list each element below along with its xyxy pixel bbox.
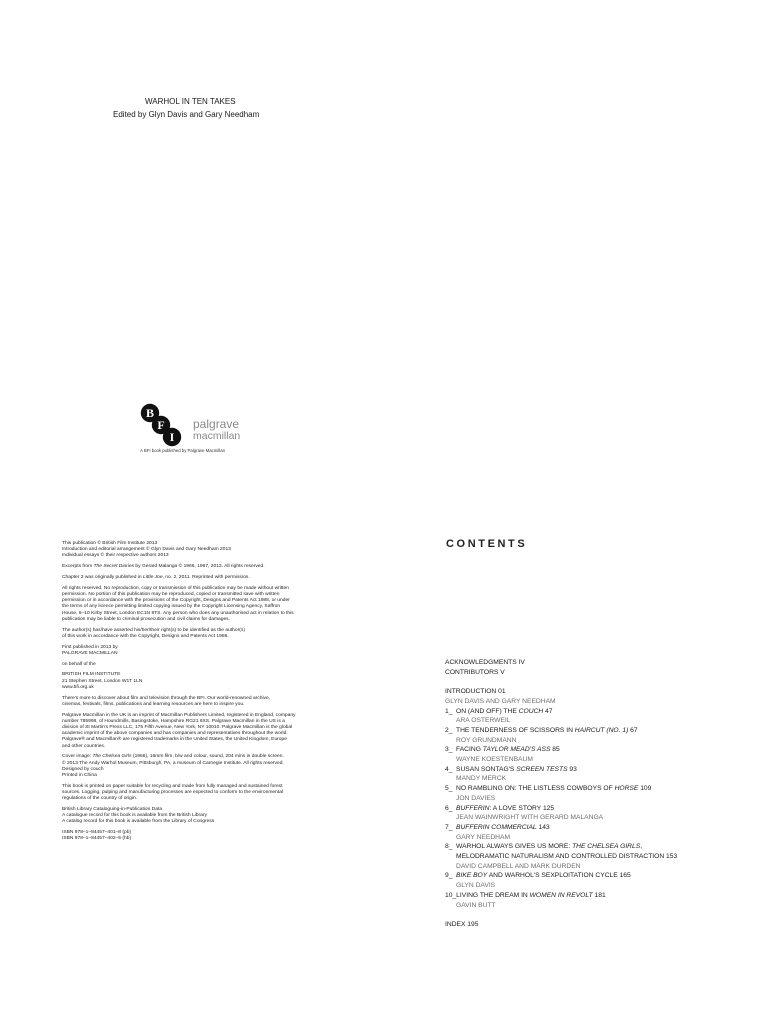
imprint-line: The author(s) has/have asserted his/her/their right(s) to be identified as the author(s) <box>62 627 245 633</box>
bfi-website-link: www.bfi.org.uk <box>62 684 94 690</box>
bfi-letter-b: B <box>145 406 155 420</box>
imprint-line: House, 6–10 Kirby Street, London EC1N 8TS. Any person who does any unauthorised act in relation to this <box>62 610 294 616</box>
imprint-line: A catalog record for this book is available from the Library of Congress <box>62 819 215 825</box>
paper-notice <box>62 784 330 803</box>
imprint-line: sources. Logging, pulping and manufacturing processes are expected to conform to the environmental <box>62 790 284 796</box>
toc-chapter-title-italic: HAIRCUT (NO. 1) <box>574 726 629 734</box>
toc-chapter-title: SUSAN SONTAG'S <box>456 765 517 773</box>
toc-chapter-title-end: 85 <box>550 746 560 754</box>
imprint-line: There's more to discover about film and television through the BFI. Our world-renowned archive, <box>62 695 271 701</box>
chapter-notice: Chapter 3 was originally published in Little Joe, no. 2, 2011. Reprinted with permission. <box>62 575 250 580</box>
table-of-contents <box>445 658 745 930</box>
isbn-list <box>62 830 330 842</box>
imprint-line: 21 Stephen Street, London W1T 1LN <box>62 678 143 684</box>
toc-chapter-title-italic: WOMEN IN REVOLT <box>529 891 593 899</box>
toc-entry-chapter <box>445 745 745 755</box>
toc-entry-author: MANDY MERCK <box>456 775 507 783</box>
toc-chapter-title-end: 143 <box>536 823 550 831</box>
toc-entry-chapter <box>445 891 745 901</box>
imprint-line: © 2013 The Andy Warhol Museum, Pittsburgh, PA, a museum of Carnegie Institute. All rights reserved. <box>62 760 284 766</box>
toc-entry-author: ARA OSTERWEIL <box>456 717 511 725</box>
imprint-line: Introduction and editorial arrangement © Glyn Davis and Gary Needham 2013 <box>62 547 231 553</box>
imprint-line: PALGRAVE MACMILLAN <box>62 650 118 656</box>
imprint-line: This book is printed on paper suitable for recycling and made from fully managed and sustained forest <box>62 783 283 789</box>
imprint-line: This publication © British Film Institute 2013 <box>62 541 158 546</box>
toc-entry-author: GLYN DAVIS AND GARY NEEDHAM <box>445 697 556 705</box>
toc-entry-chapter <box>445 726 745 736</box>
toc-chapter-title-italic: BUFFERIN <box>456 804 490 812</box>
palgrave-notice <box>62 713 330 750</box>
publisher-name-line1: palgrave <box>193 417 240 431</box>
imprint-line: Individual essays © their respective authors 2013 <box>62 553 169 559</box>
imprint-line: publication may be liable to criminal prosecution and civil claims for damages. <box>62 616 230 622</box>
toc-chapter-title-end: 47 <box>543 707 553 715</box>
toc-chapter-title-end: : A LOVE STORY 125 <box>489 804 555 812</box>
imprint-line: permission or in accordance with the provisions of the Copyright, Designs and Patents Act 1988, or under <box>62 598 290 604</box>
toc-chapter-title: NO RAMBLING ON: THE LISTLESS COWBOYS OF <box>456 785 615 793</box>
rights-notice <box>62 586 330 623</box>
toc-chapter-number: 9_ <box>445 872 453 880</box>
toc-chapter-title: LIVING THE DREAM IN <box>456 891 530 899</box>
isbn-paperback: ISBN 978–1–84457–401–8 (pb) <box>62 830 132 836</box>
toc-chapter-title-end: , <box>640 843 643 851</box>
toc-entry-author: ROY GRUNDMANN <box>456 736 517 744</box>
imprint-line: Palgrave Macmillan in the UK is an imprint of Macmillan Publishers Limited, registered in England, company <box>62 712 296 718</box>
toc-entry-author: WAYNE KOESTENBAUM <box>456 756 533 764</box>
toc-entry-index: INDEX 195 <box>445 920 479 928</box>
toc-entry-author: JEAN WAINWRIGHT WITH GERARD MALANGA <box>456 814 604 822</box>
authors-notice <box>62 628 330 640</box>
bfi-letter-f: F <box>157 418 165 432</box>
imprint-line: Designed by couch <box>62 766 104 772</box>
book-title: WARHOL IN TEN TAKES <box>145 97 236 106</box>
toc-chapter-number: 2_ <box>445 726 453 734</box>
toc-entry-author: JON DAVIES <box>456 794 496 802</box>
imprint-line: Printed in China <box>62 773 97 779</box>
toc-chapter-list <box>445 707 745 911</box>
bfi-letter-i: I <box>169 430 175 444</box>
imprint-line: division of St Martin's Press LLC, 175 Fifth Avenue, New York, NY 10010. Palgrave Macmillan is the global <box>62 725 293 731</box>
bfi-logo-mark <box>140 403 184 447</box>
imprint-line: of this work in accordance with the Copyright, Designs and Patents Act 1988. <box>62 633 229 639</box>
toc-entry-acknowledgments: ACKNOWLEDGMENTS IV <box>445 659 525 666</box>
toc-chapter-title-italic: SCREEN TESTS <box>516 765 568 773</box>
toc-chapter-title-end: 181 <box>592 891 606 899</box>
excerpts-notice: Excerpts from The Secret Diaries by Gerard Malanga © 1966, 1967, 2013. All rights reserved. <box>62 564 265 570</box>
copyright-notice <box>62 541 330 560</box>
toc-entry-chapter <box>445 871 745 881</box>
toc-chapter-title-end: 93 <box>567 765 577 773</box>
imprint-line: All rights reserved. No reproduction, copy or transmission of this publication may be made without written <box>62 585 289 591</box>
toc-entry-author: GAVIN BUTT <box>456 901 496 909</box>
toc-spacer <box>445 677 745 687</box>
toc-chapter-number: 3_ <box>445 746 453 754</box>
toc-spacer <box>445 910 745 920</box>
imprint-line: A catalogue record for this book is available from the British Library <box>62 813 207 819</box>
toc-entry-chapter <box>445 765 745 775</box>
imprint-line: British Library Cataloguing-in-Publication Data <box>62 807 163 813</box>
toc-entry-chapter <box>445 707 745 717</box>
first-published <box>62 645 330 657</box>
toc-chapter-title-italic: BIKE BOY <box>456 872 488 880</box>
imprint-line: permission. No portion of this publication may be reproduced, copied or transmitted save with written <box>62 592 280 597</box>
toc-entry-author: DAVID CAMPBELL AND MARK DURDEN <box>456 862 581 870</box>
imprint-line: regulations of the country of origin. <box>62 796 138 802</box>
on-behalf: on behalf of the <box>62 661 96 667</box>
toc-entry-author: GLYN DAVIS <box>456 882 496 890</box>
isbn-hardback: ISBN 978–1–84457–402–5 (hb) <box>62 836 132 842</box>
toc-chapter-number: 10_ <box>445 891 457 899</box>
toc-chapter-number: 6_ <box>445 804 453 812</box>
imprint-line: number 785998, of Houndmills, Basingstoke, Hampshire RG21 6XS. Palgrave Macmillan in the US is a <box>62 718 285 724</box>
toc-chapter-title: THE TENDERNESS OF SCISSORS IN <box>456 726 575 734</box>
publisher-name-line2: macmillan <box>193 430 241 442</box>
imprint-line: Palgrave® and Macmillan® are registered trademarks in the United States, the United Kingdom, Europe <box>62 737 287 743</box>
toc-chapter-title: WARHOL ALWAYS GIVES US MORE: <box>456 843 573 851</box>
imprint-line: the terms of any licence permitting limited copying issued by the Copyright Licensing Agency, Saffron <box>62 604 281 610</box>
toc-chapter-title-italic: BUFFERIN COMMERCIAL <box>456 823 537 831</box>
toc-entry-contributors: CONTRIBUTORS V <box>445 668 505 676</box>
toc-entry-chapter <box>445 804 745 814</box>
toc-chapter-number: 1_ <box>445 707 453 715</box>
imprint-line: BRITISH FILM INSTITUTE <box>62 672 121 678</box>
title-block <box>113 95 259 121</box>
toc-chapter-title-end: AND WARHOL'S SEXPLOITATION CYCLE 165 <box>487 872 631 880</box>
toc-chapter-number: 5_ <box>445 785 453 793</box>
toc-chapter-title: FACING <box>456 746 483 754</box>
book-editors: Edited by Glyn Davis and Gary Needham <box>113 110 260 119</box>
toc-entry-introduction: INTRODUCTION 01 <box>445 688 506 696</box>
toc-entry-chapter <box>445 784 745 794</box>
toc-chapter-title: ON (AND OFF) THE <box>456 707 519 715</box>
logo-caption: A BFI book published by Palgrave Macmillan <box>140 448 226 453</box>
imprint-line: First published in 2013 by <box>62 644 118 650</box>
bfi-address <box>62 672 330 691</box>
toc-chapter-title-italic: TAYLOR MEAD'S ASS <box>482 746 551 754</box>
imprint-line: and other countries. <box>62 743 106 749</box>
toc-chapter-title-end: 67 <box>628 726 638 734</box>
toc-entry-chapter <box>445 823 745 833</box>
imprint-line: academic imprint of the above companies and has companies and representatives throughout the world. <box>62 731 288 737</box>
toc-chapter-title-continued: MELODRAMATIC NATURALISM AND CONTROLLED DISTRACTION 153 <box>456 853 678 861</box>
imprint-line: cinemas, festivals, films, publications and learning resources are here to inspire you. <box>62 701 245 707</box>
cataloguing-notice <box>62 807 330 826</box>
contents-heading: CONTENTS <box>446 538 528 550</box>
toc-entry-author: GARY NEEDHAM <box>456 833 511 841</box>
toc-chapter-number: 4_ <box>445 765 453 773</box>
toc-chapter-title-italic: COUCH <box>518 707 544 715</box>
toc-chapter-number: 7_ <box>445 823 453 831</box>
bfi-palgrave-logo <box>140 403 270 455</box>
cover-notice: Cover image: The Chelsea Girls (1966), 16mm film, b/w and colour, sound, 204 mins in double screen. © 2013 The Andy Warhol Museum, Pittsburgh, PA, a museum of Carnegie Institute. All rights reserved. Designed by couch Printed in China <box>62 754 330 779</box>
imprint-text <box>62 541 330 847</box>
toc-chapter-title-italic: HORSE <box>614 785 639 793</box>
toc-chapter-title-italic: THE CHELSEA GIRLS <box>572 843 641 851</box>
toc-chapter-number: 8_ <box>445 843 453 851</box>
toc-entry-chapter <box>445 842 745 852</box>
discover-notice <box>62 696 330 708</box>
toc-chapter-title-end: 109 <box>638 785 652 793</box>
